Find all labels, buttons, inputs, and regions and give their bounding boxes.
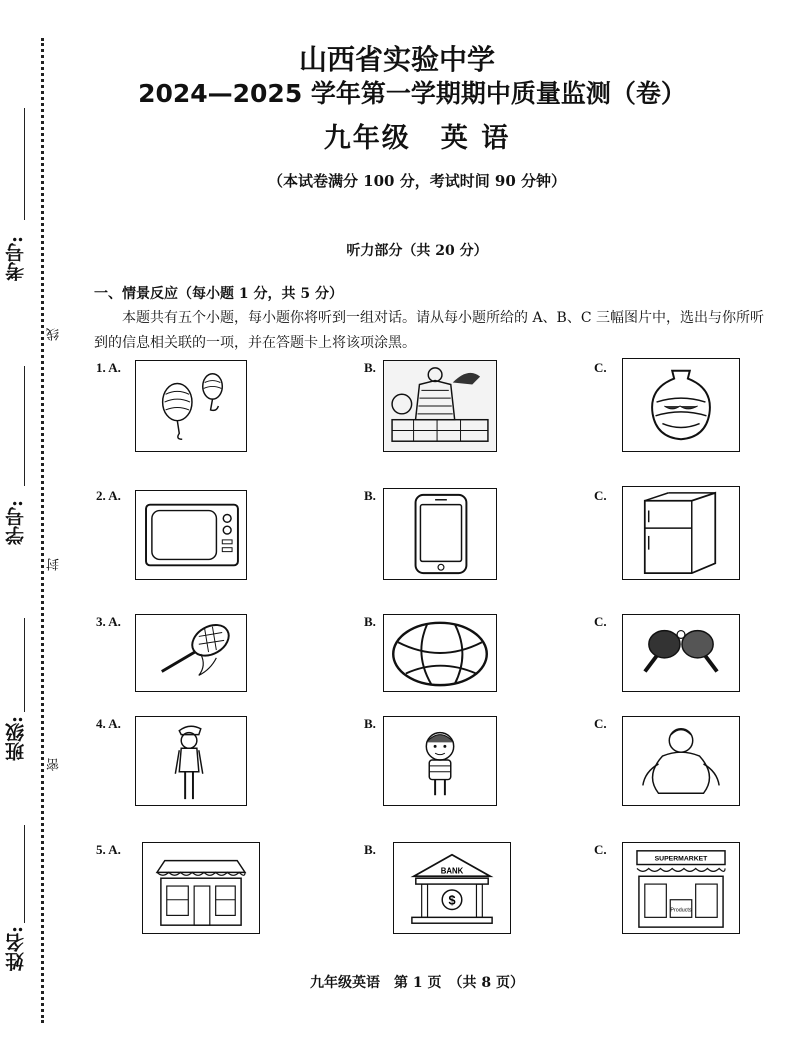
fat-man-icon <box>623 717 739 805</box>
q3-a-label: 3. A. <box>96 614 121 629</box>
exam-number-label: 考号: <box>5 236 27 282</box>
grade: 九年级 <box>323 123 411 154</box>
traditional-art-icon <box>384 361 496 451</box>
q1-c-label: C. <box>594 360 607 375</box>
thin-tall-boy-icon <box>136 717 246 805</box>
class-label: 班级: <box>5 716 27 762</box>
grade-subject <box>0 116 794 155</box>
refrigerator-icon <box>623 487 739 579</box>
school-name: 山西省实验中学 <box>298 43 495 76</box>
q4-a-label: 4. A. <box>96 716 121 731</box>
bakery-shop-icon <box>143 843 259 933</box>
q3-b-label: B. <box>364 614 376 629</box>
q3-c-label: C. <box>594 614 607 629</box>
ping-pong-paddles-icon <box>623 615 739 691</box>
seal-mark-seal: 封 <box>47 558 62 571</box>
student-number-label: 学号: <box>5 500 27 546</box>
part-one-instructions: 本题共有五个小题，每小题你将听到一组对话。请从每小题所给的 A、B、C 三幅图片中，选出与你所听到的信息相关联的一项，并在答题卡上将该项涂黑。 <box>94 310 765 351</box>
short-boy-icon <box>384 717 496 805</box>
q2-a-label: 2. A. <box>96 488 121 503</box>
q2-c-picture[interactable] <box>622 486 740 580</box>
name-line <box>24 825 25 923</box>
q4-c-picture[interactable] <box>622 716 740 806</box>
q4-c-label: C. <box>594 716 607 731</box>
supermarket-board-text: Products <box>670 907 692 914</box>
exam-note: （本试卷满分 100 分，考试时间 90 分钟） <box>267 172 567 190</box>
q2-b-label: B. <box>364 488 376 503</box>
bank-sign-text: BANK <box>440 866 464 876</box>
exam-title: 2024—2025 学年第一学期期中质量监测（卷） <box>138 79 686 108</box>
q2-c-label: C. <box>594 488 607 503</box>
seal-mark-line: 线 <box>47 328 62 341</box>
listening-section-title: 听力部分（共 20 分） <box>346 243 488 259</box>
q3-b-picture[interactable] <box>383 614 497 692</box>
q5-b-picture[interactable] <box>393 842 511 934</box>
supermarket-sign-text: SUPERMARKET <box>654 855 708 863</box>
q1-a-picture[interactable] <box>135 360 247 452</box>
bank-icon <box>394 843 510 933</box>
class-line <box>24 618 25 712</box>
supermarket-icon <box>623 843 739 933</box>
q4-b-picture[interactable] <box>383 716 497 806</box>
q2-b-picture[interactable] <box>383 488 497 580</box>
binding-margin <box>0 0 62 1059</box>
subject: 英 语 <box>440 123 511 154</box>
student-number-line <box>24 366 25 486</box>
q5-b-label: B. <box>364 842 376 857</box>
q3-a-picture[interactable] <box>135 614 247 692</box>
seal-mark-secret: 密 <box>47 758 62 771</box>
q5-a-picture[interactable] <box>142 842 260 934</box>
basketball-icon <box>384 615 496 691</box>
pottery-vase-icon <box>623 359 739 451</box>
page-footer: 九年级英语 第 1 页 （共 8 页） <box>310 975 524 991</box>
tv-set-icon <box>136 491 246 579</box>
paper-fans-icon <box>136 361 246 451</box>
svg-text:$: $ <box>448 892 456 908</box>
tennis-racket-icon <box>136 615 246 691</box>
q1-a-label: 1. A. <box>96 360 121 375</box>
q2-a-picture[interactable] <box>135 490 247 580</box>
q5-a-label: 5. A. <box>96 842 121 857</box>
q1-c-picture[interactable] <box>622 358 740 452</box>
q5-c-label: C. <box>594 842 607 857</box>
q1-b-label: B. <box>364 360 376 375</box>
q3-c-picture[interactable] <box>622 614 740 692</box>
smartphone-icon <box>384 489 496 579</box>
q5-c-picture[interactable] <box>622 842 740 934</box>
q1-b-picture[interactable] <box>383 360 497 452</box>
name-label: 姓名: <box>5 926 27 972</box>
part-one-heading: 一、情景反应（每小题 1 分，共 5 分） <box>94 286 343 302</box>
q4-b-label: B. <box>364 716 376 731</box>
q4-a-picture[interactable] <box>135 716 247 806</box>
